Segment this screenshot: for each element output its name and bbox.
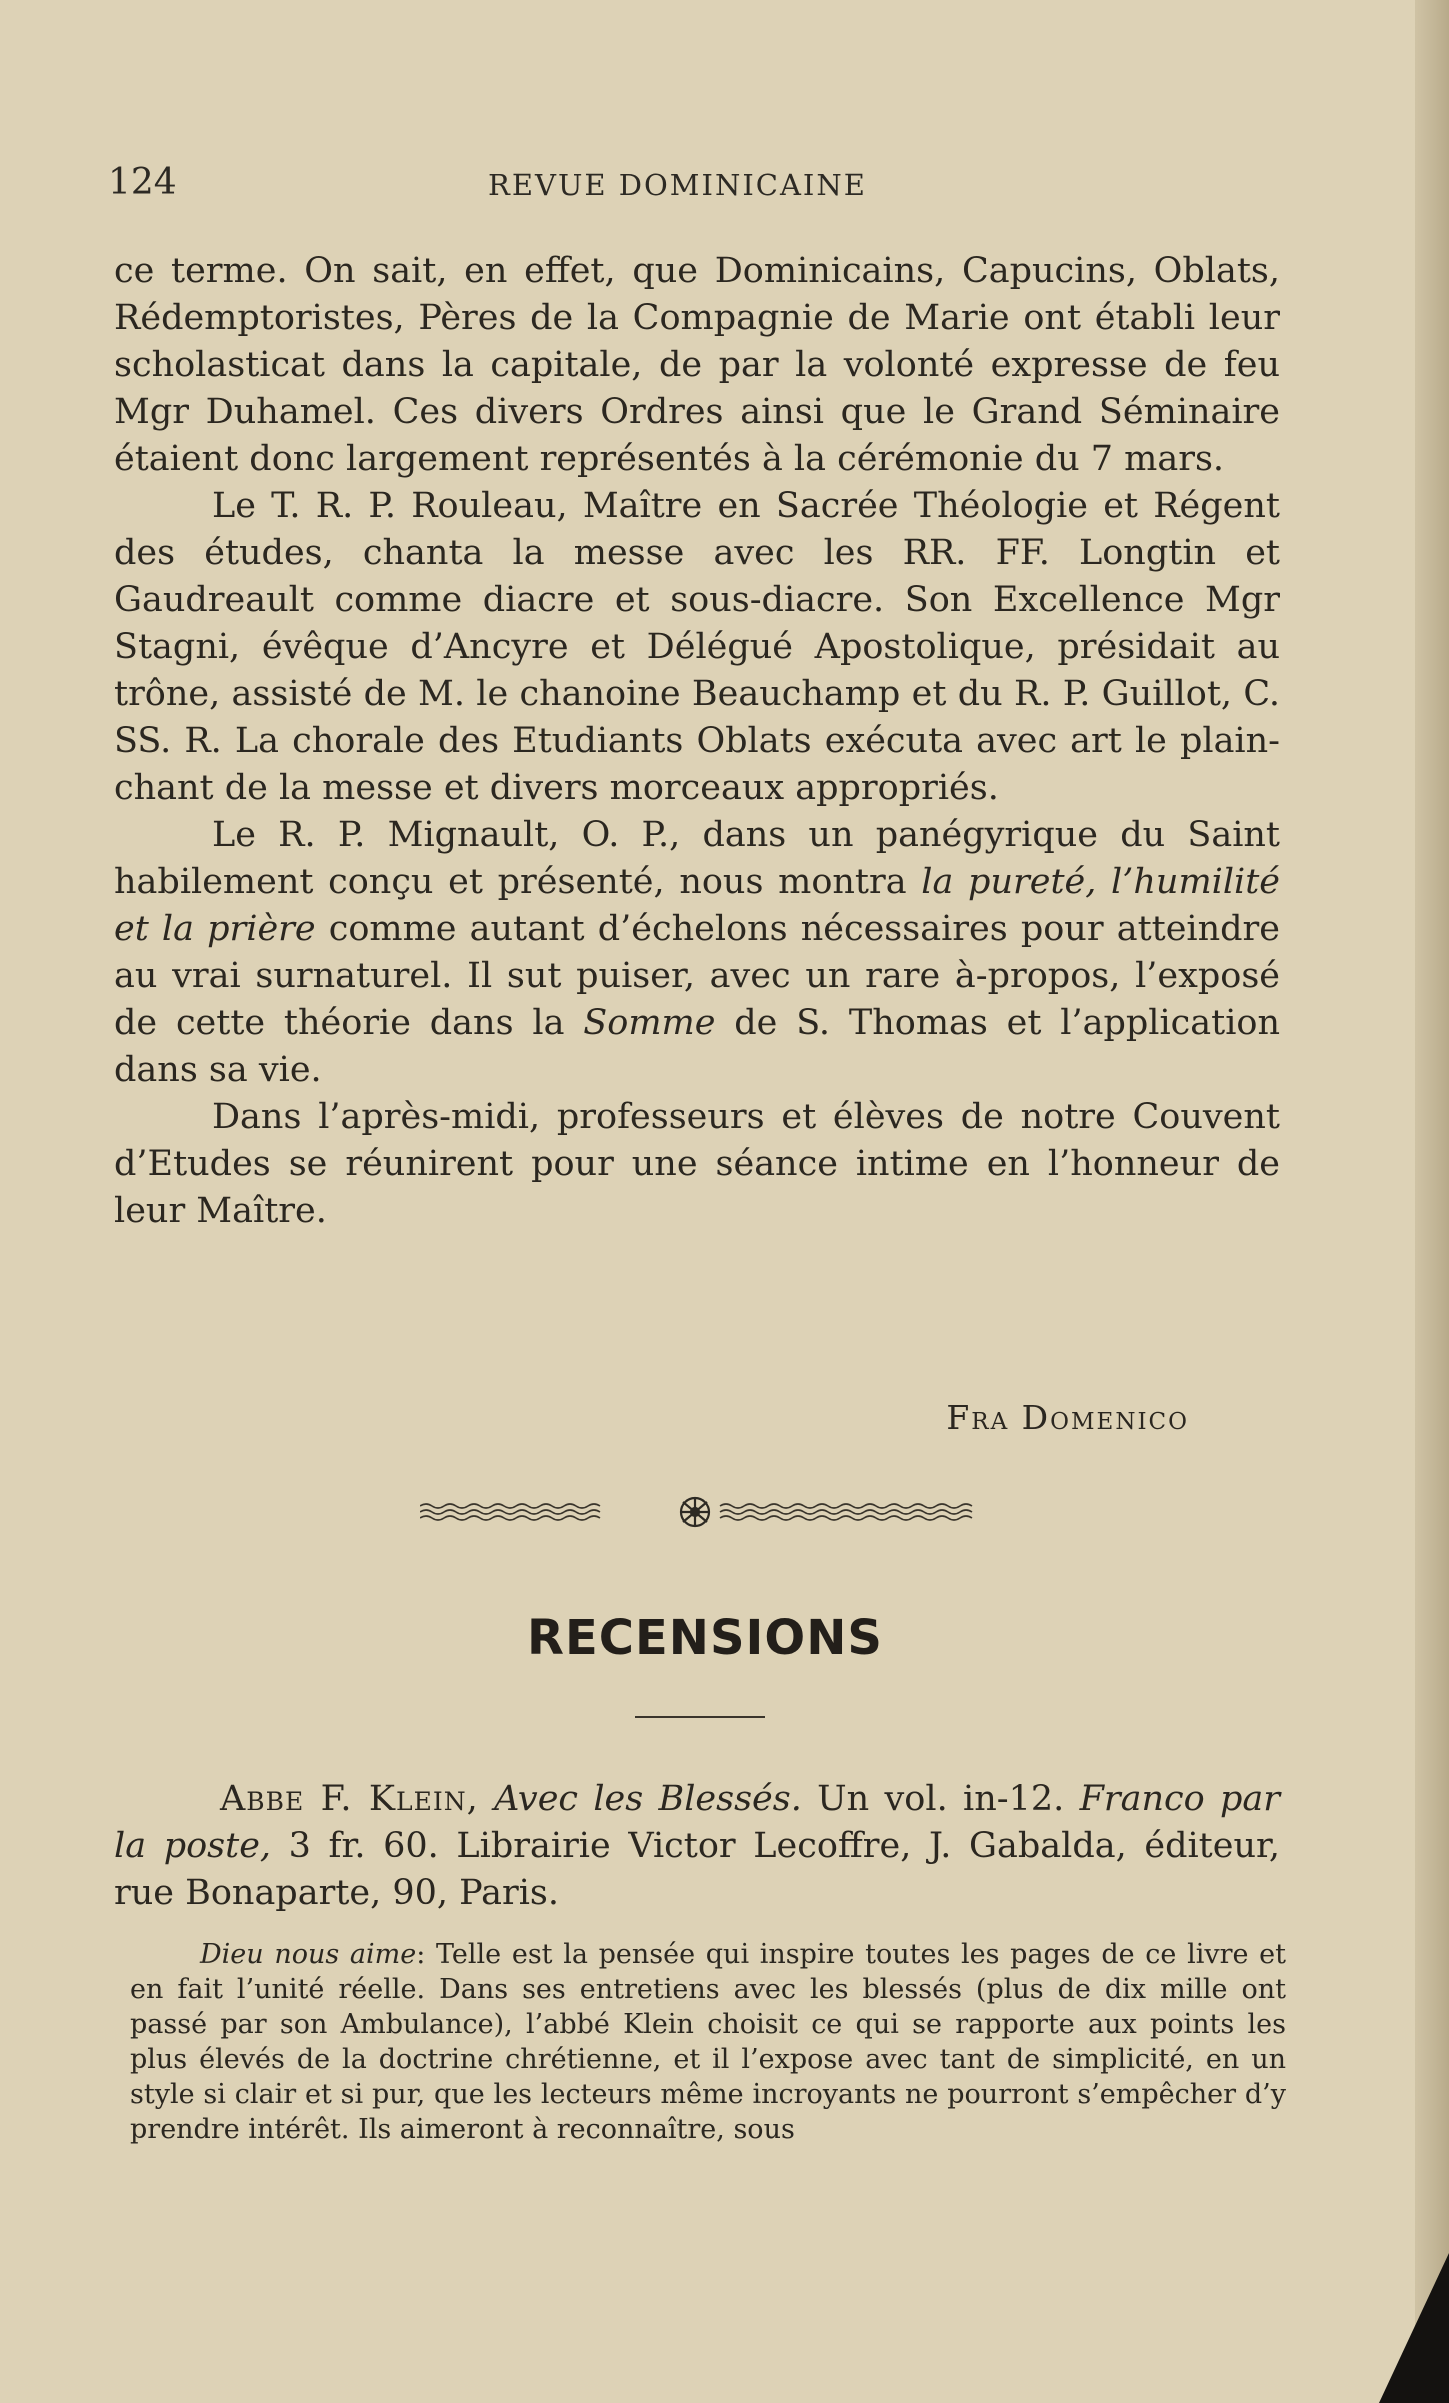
review-citation	[114, 1776, 1280, 1917]
review-details-b: 3 fr. 60. Librairie Victor Lecoffre, J. Gabalda, éditeur, rue Bonaparte, 90, Paris.	[114, 1826, 1280, 1913]
review-lead-italic: Dieu nous aime	[200, 1939, 417, 1970]
page-header	[108, 162, 1288, 212]
decorative-ornament	[420, 1490, 980, 1530]
paragraph-3-italic-somme: Somme	[583, 1003, 716, 1043]
review-details-a: Un vol. in-12.	[801, 1779, 1080, 1819]
section-title: RECENSIONS	[527, 1610, 883, 1666]
review-body	[130, 1937, 1286, 2147]
paragraph-1: ce terme. On sait, en effet, que Dominicains, Capucins, Oblats, Rédemptoristes, Pères de la Compagnie de Marie ont établi leur scholasticat dans la capitale, de par la volonté expresse de feu Mgr Duhamel. Ces divers Ordres ainsi que le Grand Séminaire étaient donc largement représentés à la cérémonie du 7 mars.	[114, 251, 1280, 479]
paragraph-3-italic-virtues: la pureté, l’humilité et la prière	[114, 862, 1280, 949]
review-author: Abbe F. Klein,	[220, 1779, 479, 1819]
paragraph-2: Le T. R. P. Rouleau, Maître en Sacrée Théologie et Régent des études, chanta la messe avec les RR. FF. Longtin et Gaudreault comme diacre et sous-diacre. Son Excellence Mgr Stagni, évêque d’Ancyre et Délégué Apostolique, présidait au trône, assisté de M. le chanoine Beauchamp et du R. P. Guillot, C. SS. R. La chorale des Etudiants Oblats exécuta avec art le plain-chant de la messe et divers morceaux appropriés.	[114, 486, 1280, 808]
article-body	[114, 248, 1280, 1235]
paragraph-3-text-b: comme autant d’échelons nécessaires pour atteindre au vrai surnaturel. Il sut puiser, avec un rare à-propos, l’exposé de cette théorie dans la	[114, 909, 1280, 1043]
review-franco: Franco par la poste,	[114, 1779, 1280, 1866]
page-edge	[1415, 0, 1449, 2403]
review-body-text: : Telle est la pensée qui inspire toutes les pages de ce livre et en fait l’unité réelle. Dans ses entretiens avec les blessés (plus de dix mille ont passé par son Ambulance), l’abbé Klein choisit ce qui se rapporte aux points les plus élevés de la doctrine chrétienne, et il l’expose avec tant de simplicité, en un style si clair et si pur, que les lecteurs même incroyants ne pourront s’empêcher d’y prendre intérêt. Ils aimeront à reconnaître, sous	[130, 1939, 1286, 2145]
paragraph-3	[114, 812, 1280, 1094]
paragraph-3-text-a: Le R. P. Mignault, O. P., dans un panégyrique du Saint habilement conçu et présenté, nous montra	[114, 815, 1280, 902]
running-head: REVUE DOMINICAINE	[488, 168, 867, 202]
review-book-title: Avec les Blessés.	[494, 1779, 802, 1819]
author-signature: Fra Domenico	[946, 1398, 1189, 1437]
page-corner-shadow	[1379, 2253, 1449, 2403]
paragraph-3-text-c: de S. Thomas et l’application dans sa vie.	[114, 1003, 1280, 1090]
page-number: 124	[108, 162, 177, 203]
title-rule	[635, 1716, 765, 1718]
paragraph-4: Dans l’après-midi, professeurs et élèves de notre Couvent d’Etudes se réunirent pour une séance intime en l’honneur de leur Maître.	[114, 1097, 1280, 1231]
